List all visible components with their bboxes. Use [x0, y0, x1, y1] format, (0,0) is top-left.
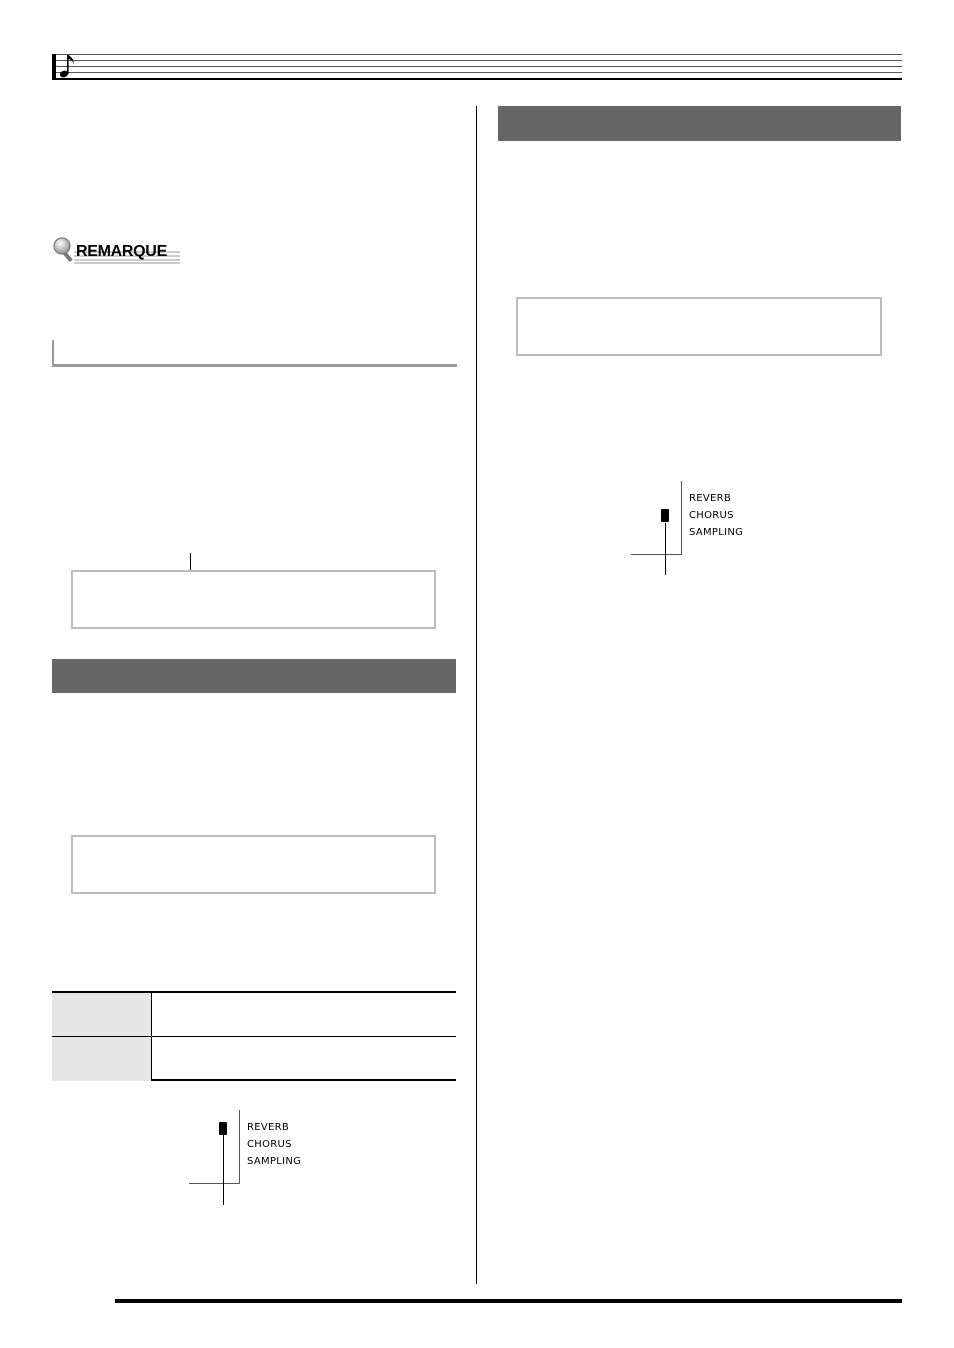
indicator-label-sampling: SAMPLING [247, 1156, 302, 1167]
indicator-label-chorus: CHORUS [689, 510, 734, 521]
header-staff [52, 54, 902, 82]
indicator-pointer [223, 1135, 224, 1205]
indicator-bracket [681, 481, 682, 554]
table-cell-header [52, 993, 152, 1037]
parameter-table [52, 991, 456, 1081]
indicator-mark [661, 509, 669, 522]
table-cell-header [52, 1037, 152, 1081]
table-row [52, 1037, 456, 1081]
music-note-icon [58, 52, 78, 80]
indicator-diagram-right [631, 481, 771, 581]
remarque-text: REMARQUE [76, 243, 167, 260]
lcd-display-2 [71, 835, 436, 894]
lcd-display-3 [516, 297, 882, 356]
footer-rule [115, 1299, 902, 1303]
subsection-heading-rule [52, 340, 457, 367]
section-bar-right [498, 106, 901, 141]
column-divider [476, 106, 477, 1284]
lcd-display-1 [71, 570, 436, 629]
table-row [52, 993, 456, 1037]
indicator-label-chorus: CHORUS [247, 1139, 292, 1150]
remarque-label [52, 236, 184, 266]
indicator-label-reverb: REVERB [689, 493, 732, 504]
indicator-bracket-base [189, 1183, 240, 1184]
indicator-label-reverb: REVERB [247, 1122, 290, 1133]
indicator-bracket-base [631, 554, 682, 555]
indicator-label-sampling: SAMPLING [689, 527, 744, 538]
indicator-pointer [665, 523, 666, 575]
section-bar-left [52, 659, 456, 693]
indicator-diagram-left [189, 1110, 329, 1210]
indicator-bracket [239, 1110, 240, 1183]
indicator-mark [219, 1122, 227, 1135]
